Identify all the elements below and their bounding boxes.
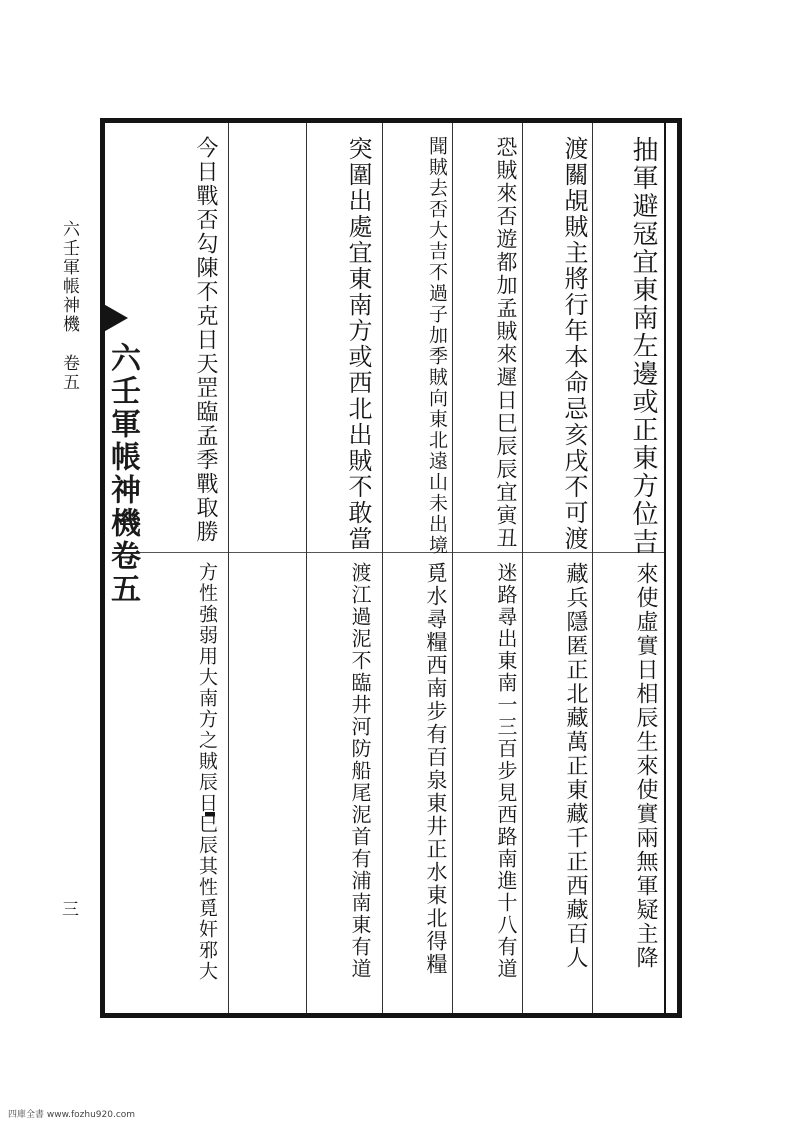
source-watermark: 四庫全書 www.fozhu920.com (8, 1110, 136, 1120)
column-bottom-text: 藏兵隱匿正北藏萬正東藏千正西藏百人 (563, 562, 588, 970)
column-divider (452, 123, 453, 1013)
column-bottom-text: 方性強弱用大南方之賊辰日巳辰其性覓奸邪大 (196, 562, 218, 982)
text-column-6 (160, 122, 216, 1012)
volume-label: 卷五 (59, 354, 79, 392)
column-divider (228, 123, 229, 1013)
book-title: 六壬軍帳神機 (59, 220, 79, 334)
column-bottom-text: 渡江過泥不臨井河防船尾泥首有浦南東有道 (348, 562, 372, 980)
margin-running-title (52, 220, 82, 392)
fishtail-mark-icon (100, 302, 128, 334)
column-divider (592, 123, 593, 1013)
column-top-text: 今日戰否勾陳不克日天罡臨孟季戰取勝 (193, 136, 218, 544)
column-bottom-text: 來使虛實日相辰生來使實兩無軍疑主降 (633, 562, 658, 970)
column-top-text: 恐賊來否遊都加孟賊來遲日巳辰辰宜寅丑 (494, 136, 518, 550)
column-bottom-text: 覓水尋糧西南步有百泉東井正水東北得糧 (424, 562, 448, 976)
column-top-text: 渡關覘賊主將行年本命忌亥戌不可渡 (560, 136, 588, 552)
text-column-1 (600, 122, 656, 1012)
spine-title: 六壬軍帳神機卷五 (105, 342, 140, 606)
text-column-2 (530, 122, 586, 1012)
column-top-text: 突圍出處宜東南方或西北出賊不敢當 (344, 136, 372, 552)
column-top-text: 抽軍避冦宜東南左邊或正東方位吉 (628, 136, 658, 556)
text-column-4 (390, 122, 446, 1012)
frame-inner-rule (664, 123, 666, 1013)
column-bottom-text: 迷路尋出東南一三百步見西路南進十八有道 (494, 562, 518, 980)
column-top-text: 聞賊去否大吉不過子加季賊向東北遠山未出境 (426, 136, 448, 556)
column-divider (306, 123, 307, 1013)
column-divider (382, 123, 383, 1013)
folio-number: 三 (58, 900, 78, 917)
text-column-3 (460, 122, 516, 1012)
text-column-5 (314, 122, 370, 1012)
column-divider (522, 123, 523, 1013)
